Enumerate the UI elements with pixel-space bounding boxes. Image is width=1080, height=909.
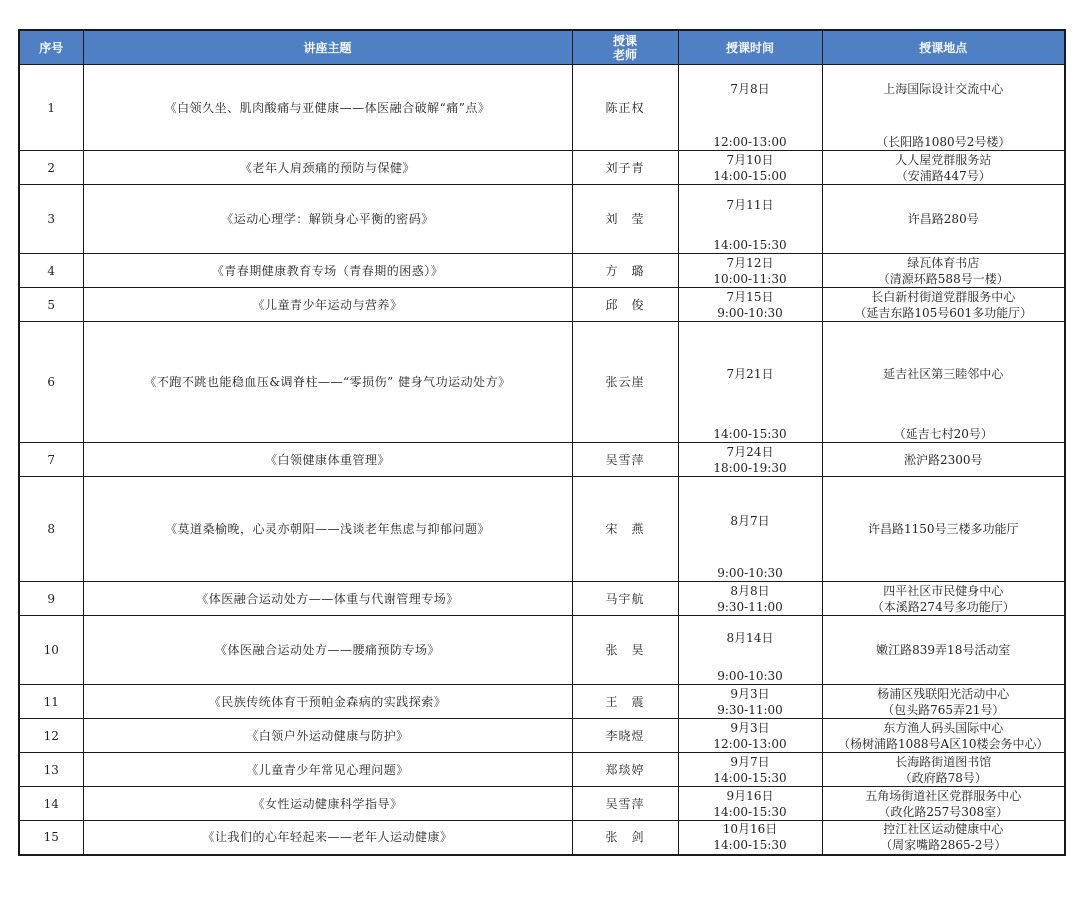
cell-hours: 18:00-19:30 <box>713 460 787 475</box>
cell-place-name: 绿瓦体育书店 <box>907 255 980 270</box>
cell-time <box>678 719 822 753</box>
cell-date: 7月11日 <box>726 198 774 212</box>
cell-place-name: 杨浦区残联阳光活动中心 <box>877 686 1010 701</box>
cell-place <box>822 787 1065 821</box>
cell-hours: 14:00-15:30 <box>713 804 787 819</box>
cell-no: 6 <box>19 322 83 443</box>
cell-no: 3 <box>19 185 83 254</box>
cell-no: 14 <box>19 787 83 821</box>
cell-place <box>822 616 1065 685</box>
table-row <box>19 821 1065 855</box>
cell-hours: 14:00-15:30 <box>713 238 787 252</box>
cell-place-address: （延吉东路105号601多功能厅） <box>854 305 1033 320</box>
cell-topic: 《儿童青少年常见心理问题》 <box>83 753 572 787</box>
cell-hours: 12:00-13:00 <box>713 135 787 149</box>
cell-no: 7 <box>19 443 83 477</box>
cell-topic: 《不跑不跳也能稳血压&调脊柱——“零损伤” 健身气功运动处方》 <box>83 322 572 443</box>
cell-no: 5 <box>19 288 83 322</box>
cell-time <box>678 821 822 855</box>
cell-no: 13 <box>19 753 83 787</box>
header-topic: 讲座主题 <box>83 30 572 65</box>
cell-topic: 《儿童青少年运动与营养》 <box>83 288 572 322</box>
cell-time <box>678 65 822 151</box>
cell-time <box>678 254 822 288</box>
cell-date: 7月24日 <box>726 444 774 459</box>
cell-topic: 《青春期健康教育专场（青春期的困惑）》 <box>83 254 572 288</box>
cell-place-address: （延吉七村20号） <box>893 427 993 441</box>
cell-place <box>822 185 1065 254</box>
cell-topic: 《体医融合运动处方——腰痛预防专场》 <box>83 616 572 685</box>
cell-date: 8月7日 <box>730 514 770 528</box>
cell-no: 10 <box>19 616 83 685</box>
table-row <box>19 787 1065 821</box>
cell-hours: 14:00-15:30 <box>713 427 787 441</box>
cell-teacher: 方 璐 <box>572 254 678 288</box>
cell-date: 7月12日 <box>726 255 774 270</box>
cell-hours: 14:00-15:30 <box>713 770 787 785</box>
cell-time <box>678 685 822 719</box>
table-row <box>19 719 1065 753</box>
cell-hours: 9:30-11:00 <box>717 702 783 717</box>
cell-no: 11 <box>19 685 83 719</box>
cell-place-address: （安浦路447号） <box>895 168 991 183</box>
cell-place-address: （政化路257号308室） <box>878 804 1009 819</box>
table-row <box>19 477 1065 582</box>
cell-teacher: 郑琰婷 <box>572 753 678 787</box>
header-teacher-line1: 授课 <box>612 33 637 48</box>
cell-hours: 9:30-11:00 <box>717 599 783 614</box>
cell-teacher: 邱 俊 <box>572 288 678 322</box>
cell-place-address: （周家嘴路2865-2号） <box>880 838 1007 853</box>
header-time: 授课时间 <box>678 30 822 65</box>
cell-hours: 14:00-15:00 <box>713 168 787 183</box>
cell-topic: 《白领久坐、肌肉酸痛与亚健康——体医融合破解“痛”点》 <box>83 65 572 151</box>
cell-topic: 《民族传统体育干预帕金森病的实践探索》 <box>83 685 572 719</box>
cell-no: 1 <box>19 65 83 151</box>
cell-place-name: 四平社区市民健身中心 <box>883 583 1004 598</box>
cell-place-name: 五角场街道社区党群服务中心 <box>865 788 1022 803</box>
cell-date: 10月16日 <box>722 822 778 837</box>
cell-teacher: 吴雪萍 <box>572 787 678 821</box>
cell-place <box>822 582 1065 616</box>
cell-no: 4 <box>19 254 83 288</box>
cell-place-name: 延吉社区第三睦邻中心 <box>883 367 1004 381</box>
cell-teacher: 宋 燕 <box>572 477 678 582</box>
cell-place-address: （政府路78号） <box>899 770 987 785</box>
cell-place <box>822 443 1065 477</box>
cell-teacher: 刘 莹 <box>572 185 678 254</box>
cell-place <box>822 322 1065 443</box>
cell-time <box>678 582 822 616</box>
lecture-schedule-table <box>18 29 1066 856</box>
cell-place-name: 嫩江路839弄18号活动室 <box>876 643 1011 657</box>
cell-place-name: 东方渔人码头国际中心 <box>883 720 1004 735</box>
cell-hours: 14:00-15:30 <box>713 838 787 853</box>
cell-place-address: （杨树浦路1088号A区10楼会务中心） <box>838 736 1049 751</box>
cell-date: 7月15日 <box>726 289 774 304</box>
table-row <box>19 443 1065 477</box>
cell-topic: 《体医融合运动处方——体重与代谢管理专场》 <box>83 582 572 616</box>
cell-place-name: 长海路街道图书馆 <box>895 754 992 769</box>
cell-place-name: 控江社区运动健康中心 <box>883 822 1004 837</box>
cell-place-address: （包头路765弄21号） <box>882 702 1005 717</box>
cell-place-address: （本溪路274号多功能厅） <box>871 599 1015 614</box>
cell-time <box>678 753 822 787</box>
cell-hours: 9:00-10:30 <box>717 305 783 320</box>
cell-time <box>678 322 822 443</box>
cell-no: 12 <box>19 719 83 753</box>
cell-teacher: 张云崖 <box>572 322 678 443</box>
table-row <box>19 254 1065 288</box>
cell-time <box>678 477 822 582</box>
cell-place <box>822 821 1065 855</box>
cell-date: 9月7日 <box>730 754 770 769</box>
cell-topic: 《莫道桑榆晚，心灵亦朝阳——浅谈老年焦虑与抑郁问题》 <box>83 477 572 582</box>
cell-date: 9月3日 <box>730 720 770 735</box>
cell-topic: 《白领健康体重管理》 <box>83 443 572 477</box>
cell-date: 8月8日 <box>730 583 770 598</box>
cell-place <box>822 477 1065 582</box>
cell-place-name: 许昌路280号 <box>907 212 979 226</box>
table-row <box>19 582 1065 616</box>
cell-topic: 《老年人肩颈痛的预防与保健》 <box>83 151 572 185</box>
cell-place-name: 上海国际设计交流中心 <box>883 82 1004 96</box>
cell-topic: 《运动心理学：解锁身心平衡的密码》 <box>83 185 572 254</box>
header-place: 授课地点 <box>822 30 1065 65</box>
cell-time <box>678 185 822 254</box>
cell-date: 8月14日 <box>726 631 774 645</box>
cell-teacher: 李晓煜 <box>572 719 678 753</box>
cell-time <box>678 616 822 685</box>
table-row <box>19 616 1065 685</box>
cell-date: 7月8日 <box>730 82 770 96</box>
cell-date: 9月16日 <box>726 788 774 803</box>
cell-time <box>678 151 822 185</box>
cell-topic: 《白领户外运动健康与防护》 <box>83 719 572 753</box>
header-teacher-line2: 老师 <box>612 47 637 62</box>
cell-no: 15 <box>19 821 83 855</box>
table-row <box>19 753 1065 787</box>
cell-teacher: 刘子青 <box>572 151 678 185</box>
cell-place <box>822 65 1065 151</box>
table-row <box>19 288 1065 322</box>
cell-hours: 10:00-11:30 <box>713 271 787 286</box>
cell-teacher: 张 剑 <box>572 821 678 855</box>
header-no: 序号 <box>19 30 83 65</box>
cell-place-name: 长白新村街道党群服务中心 <box>871 289 1016 304</box>
cell-teacher: 马宇航 <box>572 582 678 616</box>
cell-date: 9月3日 <box>730 686 770 701</box>
cell-teacher: 吴雪萍 <box>572 443 678 477</box>
cell-no: 9 <box>19 582 83 616</box>
table-row <box>19 685 1065 719</box>
cell-hours: 9:00-10:30 <box>717 669 783 683</box>
cell-no: 2 <box>19 151 83 185</box>
table-row <box>19 185 1065 254</box>
cell-place-name: 淞沪路2300号 <box>903 452 983 467</box>
table-row <box>19 65 1065 151</box>
cell-time <box>678 443 822 477</box>
cell-place <box>822 719 1065 753</box>
cell-date: 7月21日 <box>726 367 774 381</box>
cell-place <box>822 254 1065 288</box>
cell-place-name: 许昌路1150号三楼多功能厅 <box>867 522 1019 536</box>
cell-topic: 《让我们的心年轻起来——老年人运动健康》 <box>83 821 572 855</box>
table-row <box>19 151 1065 185</box>
cell-teacher: 张 昊 <box>572 616 678 685</box>
cell-date: 7月10日 <box>726 152 774 167</box>
cell-place-address: （清源环路588号一楼） <box>877 271 1009 286</box>
cell-hours: 12:00-13:00 <box>713 736 787 751</box>
cell-time <box>678 787 822 821</box>
cell-place <box>822 685 1065 719</box>
header-teacher <box>572 30 678 65</box>
cell-place-name: 人人屋党群服务站 <box>895 152 992 167</box>
table-row <box>19 322 1065 443</box>
cell-teacher: 王 震 <box>572 685 678 719</box>
cell-topic: 《女性运动健康科学指导》 <box>83 787 572 821</box>
cell-place-address: （长阳路1080号2号楼） <box>876 135 1011 149</box>
cell-teacher: 陈正权 <box>572 65 678 151</box>
cell-no: 8 <box>19 477 83 582</box>
table-header-row <box>19 30 1065 65</box>
cell-place <box>822 753 1065 787</box>
cell-hours: 9:00-10:30 <box>717 566 783 580</box>
cell-place <box>822 288 1065 322</box>
cell-time <box>678 288 822 322</box>
cell-place <box>822 151 1065 185</box>
